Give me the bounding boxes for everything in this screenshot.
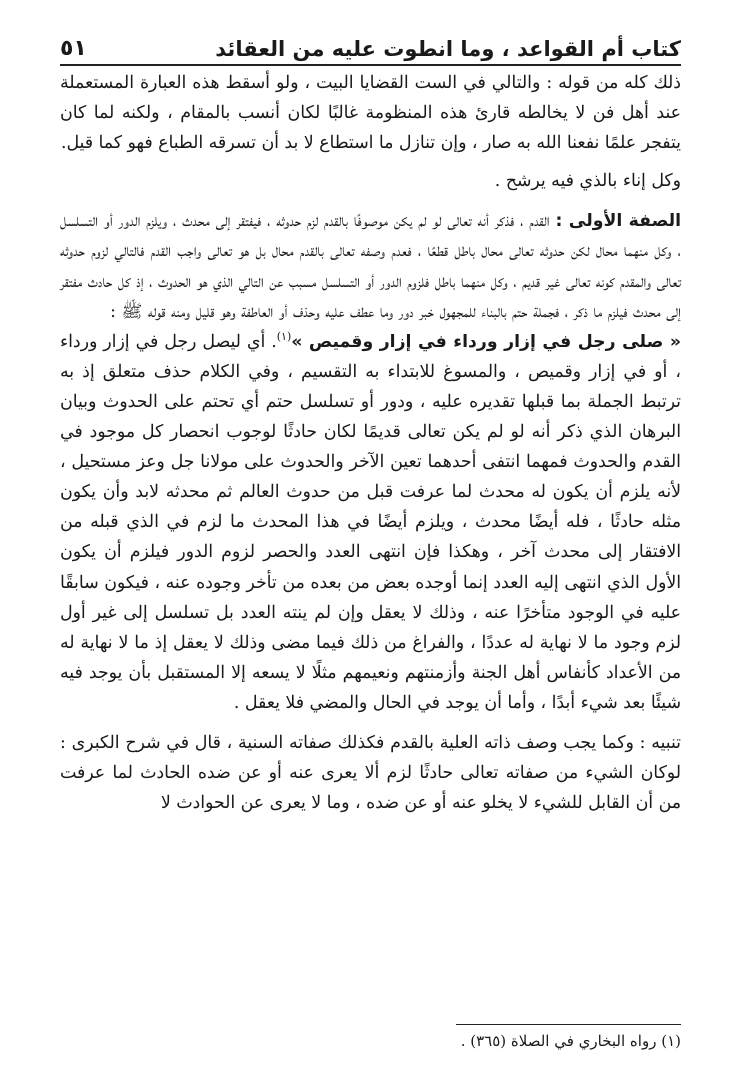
- running-header: [60, 30, 681, 66]
- paragraph-first-attribute: [60, 206, 681, 718]
- paragraph-intro: ذلك كله من قوله : والتالي في الست القضايا البيت ، ولو أسقط هذه العبارة المستعملة عند أهل فن لا يخالطه قارئ هذه المنظومة غالبًا لكان أنسب بالمقام ، ولكنه لما كان يتفجر علمًا نفعنا الله به صار ، وإن تنازل ما استطاع لا بد أن تسرقه الطباع فهو كما قيل.: [60, 73, 681, 154]
- hadith-quote: « صلى رجل في إزار ورداء في إزار وقميص »: [291, 331, 681, 352]
- footnote: (١) رواه البخاري في الصلاة (٣٦٥) .: [460, 1032, 681, 1050]
- header-title: كتاب أم القواعد ، وما انطوت عليه من العقائد: [215, 37, 681, 61]
- body-text: [60, 68, 681, 818]
- paragraph-verse: وكل إناء بالذي فيه يرشح .: [494, 171, 681, 192]
- page-number: ٥١: [60, 36, 87, 61]
- paragraph-note: تنبيه : وكما يجب وصف ذاته العلية بالقدم فكذلك صفاته السنية ، قال في شرح الكبرى : لوكان الشيء من صفاته تعالى حادثًا لزم ألا يعرى عنه أو عن ضده الحادث لما عرفت من أن القابل للشيء لا يخلو عنه أو عن ضده ، وما لا يعرى عن الحوادث لا: [60, 732, 681, 814]
- paragraph-text: القدم ، فذكر أنه تعالى لو لم يكن موصوفًا بالقدم لزم حدوثه ، فيفتقر إلى محدث ، ويلزم الدور أو التسلسل ، وكل منهما محال لكن حدوثه تعالى محال باطل قطعًا ، فعدم وصفه تعالى بالقدم محال بل هو تعالى واجب القدم فالتالي لزوم حدوثه تعالى والمقدم كونه تعالى غير قديم ، وكل منهما باطل فلزوم الدور أو التسلسل مسبب عن التالي الذي هو الحدوث ، إذ كل حادث مفتقر إلى محدث فيلزم ما ذكر ، فجملة حتم بالبناء للمجهول خبر دور وما عطف عليه وحذف أو العاطفة وهو قليل ومنه قوله ﷺ :: [60, 211, 681, 322]
- section-label: الصفة الأولى :: [555, 211, 682, 232]
- footnote-divider: [456, 1024, 681, 1025]
- footnote-marker[interactable]: (١): [276, 329, 292, 343]
- paragraph-text-continued: . أي ليصل رجل في إزار ورداء ، أو في إزار وقميص ، والمسوغ للابتداء به التقسيم ، وفي الكلام حذف متعلق إذ به ترتبط الجملة بما قبلها تقديره عليه ، ودور أو تسلسل حتم أي تحتم على الحدوث وبيان البرهان الذي ذكر أنه لو لم يكن تعالى قديمًا لكان حادثًا لوجوب انحصار كل موجود في القدم والحدوث فمهما انتفى أحدهما تعين الآخر والحدوث على مولانا جل وعز مستحيل ، لأنه يلزم أن يكون له محدث لما عرفت قبل من حدوث العالم ثم محدثه لابد وأن يكون مثله حادثًا ، فله أيضًا محدث ، ويلزم أيضًا في هذا المحدث ما لزم في الذي قبله من الافتقار إلى محدث آخر ، وهكذا فإن انتهى العدد والحصر لزوم الدور فيلزم أن يكون الأول الذي انتهى إليه العدد إنما أوجده بعض من بعده من تأخر وجوده عنه ، فيكون سابقًا عليه في الوجود متأخرًا عنه ، وذلك لا يعقل وإن لم ينته العدد بل تسلسل إلى غير أول لزم وجود ما لا نهاية له عددًا ، والفراغ من ذلك فيما مضى وذلك لا يعقل إذ ما لا نهاية له من الأعداد كأنفاس أهل الجنة وأزمنتهم ونعيمهم مثلًا لا يسعه إلا المستقبل بأن يوجد فيه شيئًا بعد شيء أبدًا ، وأما أن يوجد في الحال والمضي فلا يعقل .: [60, 331, 681, 713]
